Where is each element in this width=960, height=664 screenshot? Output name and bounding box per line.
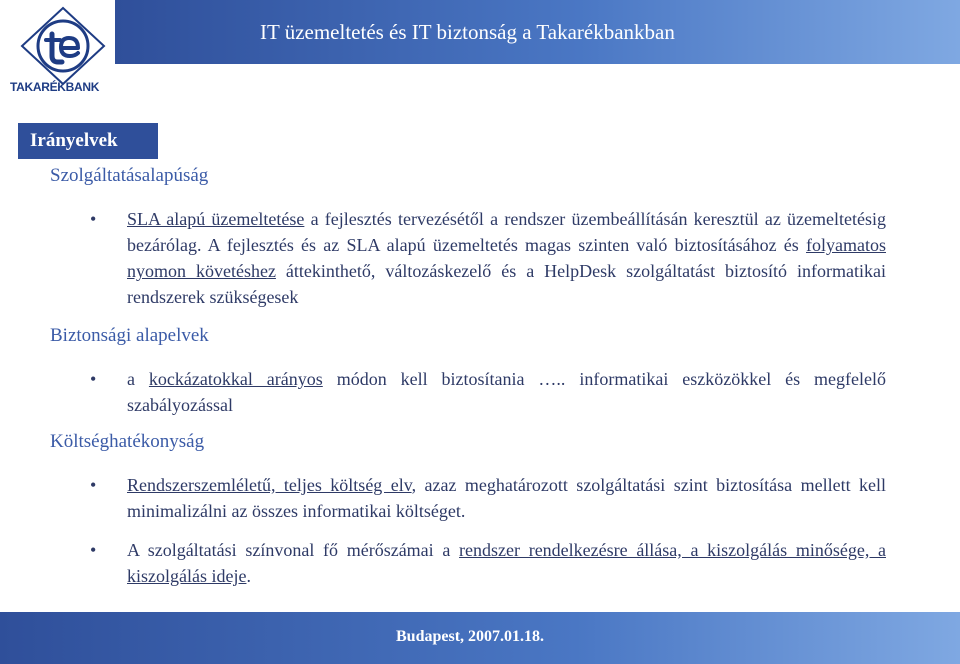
text-run: a	[127, 369, 149, 389]
bullet-item	[90, 206, 886, 310]
bullet-item	[90, 537, 886, 589]
text-run: módon kell biztosítania ….. informatikai eszközökkel és megfelelő szabályozással	[127, 369, 886, 415]
slide-header	[0, 0, 960, 106]
bullet-icon: •	[90, 369, 97, 389]
subheading-szolgaltatasalapusag: Szolgáltatásalapúság	[50, 165, 209, 186]
bullet-text	[127, 366, 886, 418]
bullet-text	[127, 537, 886, 589]
bullet-icon: •	[90, 209, 97, 229]
bullet-item	[90, 472, 886, 524]
section-label: Irányelvek	[18, 123, 158, 159]
underlined-phrase: SLA alapú üzemeltetése	[127, 209, 305, 229]
slide-title: IT üzemeltetés és IT biztonság a Takarékbankban	[260, 20, 675, 44]
bullet-item	[90, 366, 886, 418]
subheading-koltseghatekonysag: Költséghatékonyság	[50, 431, 205, 452]
logo-wordmark: TAKARÉKBANK	[10, 80, 100, 94]
text-run: A szolgáltatási színvonal fő mérőszámai a	[127, 540, 460, 560]
underlined-phrase: kockázatokkal arányos	[148, 369, 323, 389]
text-run: , azaz meghatározott szolgáltatási szint biztosítása mellett kell minimalizálni az összes informatikai költséget.	[127, 475, 886, 521]
bullet-text	[127, 206, 886, 310]
bullet-text	[127, 472, 886, 524]
underlined-phrase: Rendszerszemléletű, teljes költség elv	[127, 475, 412, 495]
text-run: .	[246, 566, 251, 586]
bullet-icon: •	[90, 475, 97, 495]
underlined-phrase: folyamatos nyomon követéshez	[127, 235, 886, 281]
text-run: a fejlesztés tervezésétől a rendszer üzembeállításán keresztül az üzemeltetésig bezárólag. A fejlesztés és az SLA alapú üzemeltetés magas szinten való biztosításához és	[127, 209, 887, 255]
footer-date-location: Budapest, 2007.01.18.	[396, 628, 545, 645]
subheading-biztonsagi-alapelvek: Biztonsági alapelvek	[50, 325, 209, 346]
text-run: áttekinthető, változáskezelő és a HelpDesk szolgáltatást biztosító informatikai rendszerek szükségesek	[127, 261, 886, 307]
slide-footer	[0, 612, 960, 664]
underlined-phrase: rendszer rendelkezésre állása, a kiszolgálás minősége, a kiszolgálás ideje	[127, 540, 886, 586]
bullet-icon: •	[90, 540, 97, 560]
